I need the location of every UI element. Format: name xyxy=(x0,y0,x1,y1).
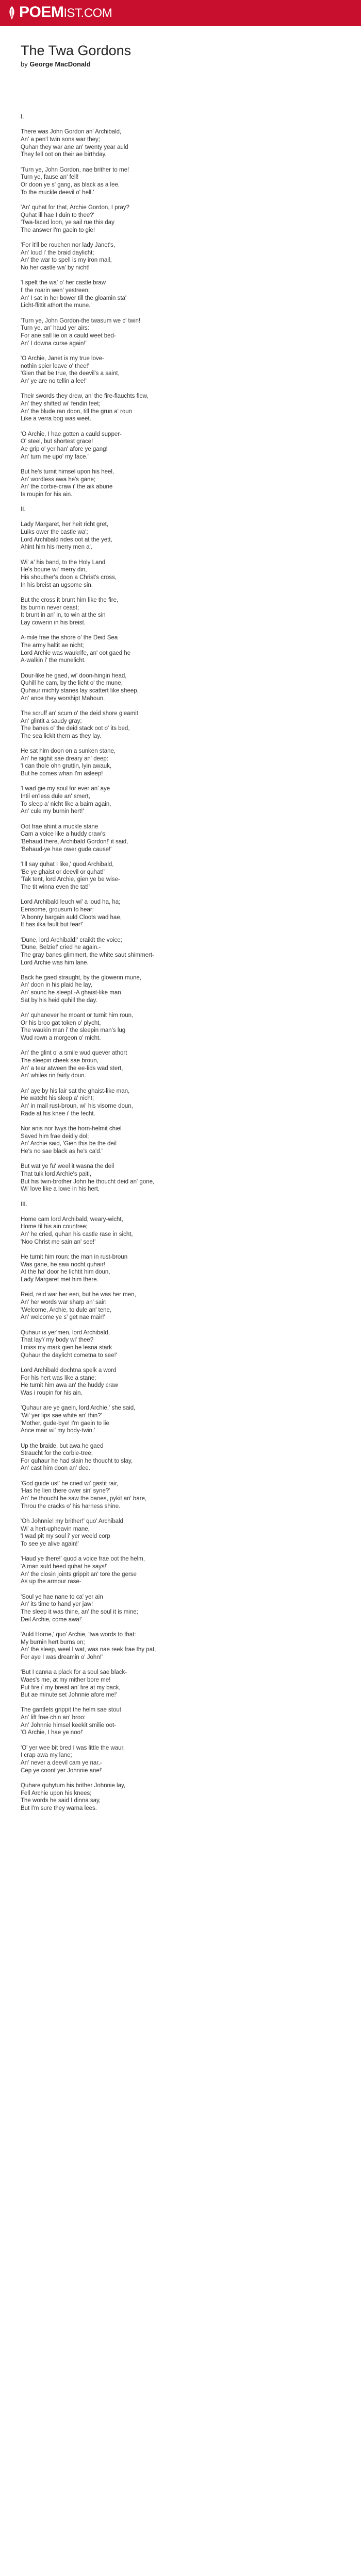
stanza xyxy=(21,468,340,499)
poem-line: My burnin hert burns on; xyxy=(21,1639,85,1646)
poem-line: He watcht his sleep a' nicht; xyxy=(21,1095,94,1102)
stanza xyxy=(21,1012,340,1042)
stanza xyxy=(21,1291,340,1321)
site-logo[interactable] xyxy=(7,0,112,26)
poem-line: 'For it'll be rouchen nor lady Janet's, xyxy=(21,242,116,249)
poem-line: But wat ye fu' weel it wasna the deil xyxy=(21,1163,114,1170)
poem-line: Was gane, he saw nocht quhair! xyxy=(21,1261,105,1268)
poem-line: 'O Archie, Janet is my true love- xyxy=(21,355,104,362)
stanza xyxy=(21,861,340,891)
poem-line: Nor anis nor twys the horn-helmit chiel xyxy=(21,1125,122,1132)
stanza xyxy=(21,1404,340,1435)
poem-line: Ahint him his merry men a'. xyxy=(21,544,92,551)
poem-line: 'Dune, Belzie!' cried he again.- xyxy=(21,944,101,951)
poem-line: No her castle wa' by nicht! xyxy=(21,265,90,272)
poem-line: 'Welcome, Archie, to dule an' tene, xyxy=(21,1307,112,1313)
poem-line: An' I sat in her bower till the gloamin sta' xyxy=(21,295,127,301)
poem-line: Wi' love like a lowe in his hert. xyxy=(21,1186,100,1193)
stanza xyxy=(21,748,340,778)
stanza xyxy=(21,317,340,348)
poem-line: Back he gaed straught, by the glowerin mune, xyxy=(21,974,141,981)
stanza xyxy=(21,559,340,589)
poem-line: Put fire i' my breist an' fire at my back, xyxy=(21,1684,121,1691)
poem-line: To sleep a' nicht like a bairn again, xyxy=(21,801,111,807)
poem-line: An' aye by his lair sat the ghaist-like man, xyxy=(21,1088,130,1094)
poem-line: Oot frae ahint a muckle stane xyxy=(21,823,99,830)
poem-line: Reid, reid war her een, but he was her men, xyxy=(21,1292,136,1298)
poem-line: The sleep it was thine, an' the soul it is mine; xyxy=(21,1608,138,1615)
poem-line: An' sounc he sleept.-A ghaist-like man xyxy=(21,990,121,996)
stanza xyxy=(21,634,340,665)
poem-line: Straucht for the corbie-tree; xyxy=(21,1450,93,1457)
section-number: III. xyxy=(21,1201,27,1208)
stanza xyxy=(21,204,340,234)
poem-line: 'Noo Christ me sain an' see!' xyxy=(21,1239,96,1245)
poem-line: 'Quhaur are ye gaein, lord Archie,' she said, xyxy=(21,1405,136,1412)
poem-line: Quhan they war ane an' twenty year auld xyxy=(21,144,128,150)
stanza xyxy=(21,166,340,197)
stanza xyxy=(21,597,340,627)
poem-line: The waukin man i' the sleepin man's lug xyxy=(21,1027,126,1034)
poem-line: An' a pen'l twin sons war they; xyxy=(21,136,100,143)
poem-line: They fell oot on their ae birthday. xyxy=(21,151,107,158)
poem-line: 'A bonny bargain auld Cloots wad hae, xyxy=(21,914,122,921)
stanza xyxy=(21,279,340,310)
poem-line: He's no sae black as he's ca'd.' xyxy=(21,1148,103,1155)
poem-line: An' the glint o' a smile wud quever athort xyxy=(21,1050,127,1057)
poem-line: 'But I canna a plack for a soul sae black- xyxy=(21,1669,127,1676)
poem-line: But the cross it brunt him like the fire, xyxy=(21,597,119,603)
poem-line: An' in mail rust-broun, wi' his visorne doun, xyxy=(21,1103,133,1109)
stanza xyxy=(21,1216,340,1246)
stanza xyxy=(21,1480,340,1511)
poem-line: An' doon in his plaid he lay, xyxy=(21,982,92,989)
logo-suffix: IST.COM xyxy=(63,6,112,20)
stanza xyxy=(21,128,340,159)
stanza xyxy=(21,1253,340,1284)
poem-line: 'I wad gie my soul for ever an' aye xyxy=(21,786,110,792)
poem-line: Eerisome, grousum to hear: xyxy=(21,906,94,913)
stanza xyxy=(21,899,340,929)
poem-line: To see ye alive again!' xyxy=(21,1541,79,1548)
stanza xyxy=(21,1049,340,1080)
poem-line: Wi' a' his band, to the Holy Land xyxy=(21,559,106,566)
site-header xyxy=(0,0,361,26)
poem-line: An' her words war sharp an' sair: xyxy=(21,1299,107,1306)
poem-line: He turnit him roun: the man in rust-broun xyxy=(21,1254,128,1261)
poem-line: The sleepin cheek sae broun, xyxy=(21,1058,99,1064)
stanza xyxy=(21,672,340,703)
poem-line: 'Gien that be true, the deevil's a saint, xyxy=(21,370,120,377)
poem-line: An' ance they worshipt Mahoun. xyxy=(21,695,105,702)
poem-line: 'I can thole ohn gruttin, lyin awauk, xyxy=(21,763,112,770)
stanza xyxy=(21,1367,340,1397)
poem-line: Luiks ower the castle wa'; xyxy=(21,529,88,536)
poem-line: Or his broo gat token o' plycht, xyxy=(21,1020,101,1026)
poem-line: Rade at his knee i' the fecht. xyxy=(21,1110,95,1117)
poem-line: Sat by his heid quhill the day. xyxy=(21,997,97,1004)
poem-line: An' ye are no tellin a lee!' xyxy=(21,378,87,384)
stanza xyxy=(21,242,340,272)
poem-line: But I'm sure they warna lees. xyxy=(21,1805,97,1811)
stanza xyxy=(21,1594,340,1624)
poem-line: Like a verra bog was weet. xyxy=(21,416,91,422)
poem-line: But he comes whan I'm asleep! xyxy=(21,771,103,777)
poem-line: The gray banes glimmert, the white saut shimmert- xyxy=(21,952,154,958)
poem-line: Deil Archie, come awa!' xyxy=(21,1616,83,1623)
poem-line: That lay'/ my body wi' thee? xyxy=(21,1337,94,1344)
stanza xyxy=(21,937,340,967)
poem-line: Fell Archie upon his knees; xyxy=(21,1790,92,1797)
poem-line: Licht-flittit athort the mune.' xyxy=(21,302,92,309)
stanza xyxy=(21,1706,340,1737)
stanza xyxy=(21,974,340,1005)
poem-line: To the muckle deevil o' hell.' xyxy=(21,189,94,196)
poem-line: An' welcome ye s' get nae mair!' xyxy=(21,1314,105,1321)
poem-line: For aye I was dreamin o' John!' xyxy=(21,1654,103,1660)
poem-line: Or doon ye s' gang, as black as a lee, xyxy=(21,181,120,188)
poem-line: 'O' yer wee bit bred I was little the waur, xyxy=(21,1744,125,1751)
stanza xyxy=(21,521,340,551)
poem-line: An' they shifted wi' fendin feet; xyxy=(21,400,101,407)
stanza xyxy=(21,1518,340,1548)
poem-line: An' loud i' the braid daylicht; xyxy=(21,249,94,256)
poem-line: For ane sall lie on a cauld weet bed- xyxy=(21,333,116,340)
poem-line: Intil en'less dule an' smert, xyxy=(21,793,90,800)
poem-line: An' cule my burnin hert!' xyxy=(21,808,84,815)
poem-line: Quhill he cam, by the licht o' the mune, xyxy=(21,680,123,687)
poem-line: An' the sleep, weel I wat, was nae reek frae thy pat, xyxy=(21,1647,156,1653)
poem-line: But his twin-brother John he thoucht deid an' gone, xyxy=(21,1178,155,1185)
stanza xyxy=(21,1555,340,1586)
poem-line: In his breist an ugsome sin. xyxy=(21,582,93,588)
poem-line: An' the war to spell is my iron mail, xyxy=(21,257,112,264)
quill-pen-icon xyxy=(7,6,17,20)
byline-prefix: by xyxy=(21,60,28,68)
poem-line: 'O Archie, I hae gotten a cauld supper- xyxy=(21,431,122,437)
poem-line: For quhaur he had slain he thoucht to slay, xyxy=(21,1458,133,1464)
poem-line: Lord Archibald leuch wi' a loud ha, ha; xyxy=(21,899,121,906)
poem-line: A-walkin i' the munelicht. xyxy=(21,657,86,664)
poem-line: An' glintit a saudy gray; xyxy=(21,718,82,724)
poem-line: Lord Archibald dochtna spelk a word xyxy=(21,1367,117,1374)
stanza xyxy=(21,710,340,740)
poem-line: An' never a deevil cam ye nar,- xyxy=(21,1760,102,1767)
poem-line: Up the braide, but awa he gaed xyxy=(21,1443,104,1449)
poem-line: An' Archie said, 'Gien this be the deil xyxy=(21,1141,117,1147)
poem-line: nothin spier leave o' thee!' xyxy=(21,363,89,369)
stanza xyxy=(21,431,340,461)
poem-line: Dour-like he gaed, wi' doon-hingin head, xyxy=(21,672,127,679)
poem-line: 'Twa-faced loon, ye sail rue this day xyxy=(21,219,114,226)
poem-line: The scruff an' scum o' the deid shore gleamit xyxy=(21,710,138,717)
poem-line: The tit winna even the tat!' xyxy=(21,884,90,890)
poem-line: His shouther's doon a Christ's cross, xyxy=(21,574,117,581)
poem-line: Lord Archie was him lane. xyxy=(21,959,89,966)
poem-line: An' he sighit sae dreary an' deep: xyxy=(21,755,108,762)
poem-line: 'Has he lien there ower sin' syne?' xyxy=(21,1488,110,1495)
stanza xyxy=(21,1443,340,1473)
poem-line: A-mile frae the shore o' the Deid Sea xyxy=(21,635,118,641)
poem-line: Quhat ill hae I duin to thee?' xyxy=(21,212,94,218)
stanza xyxy=(21,1163,340,1193)
poem-line: The answer I'm gaein to gie! xyxy=(21,227,95,233)
stanza xyxy=(21,1125,340,1156)
poem-line: 'Soul ye hae nane to ca' yer ain xyxy=(21,1594,103,1600)
poem-line: But he's turnit himsel upon his heel, xyxy=(21,468,114,475)
stanza xyxy=(21,785,340,816)
poem-line: An' the corbie-craw i' the aik abune xyxy=(21,484,113,490)
poem-line: Was i roupin for his ain. xyxy=(21,1389,83,1396)
poem-line: I miss my mark gien he lesna stark xyxy=(21,1344,112,1351)
poem-line: That tuik lord Archie's paitl, xyxy=(21,1171,92,1177)
section-number: II. xyxy=(21,506,26,513)
stanza xyxy=(21,1088,340,1118)
stanza xyxy=(21,1631,340,1662)
poem-line: Cam a voice like a huddy craw's: xyxy=(21,831,107,838)
poem-title: The Twa Gordons xyxy=(21,43,132,58)
poem-line: He sat him doon on a sunken stane, xyxy=(21,748,116,755)
poem-line: 'Oh Johnnie! my brither!' quo' Archibald xyxy=(21,1518,123,1525)
poem-body xyxy=(21,113,340,1812)
poem-line: 'Auld Horne,' quo' Archie, 'twa words to that: xyxy=(21,1631,136,1638)
poem-line: An' I downa curse again!' xyxy=(21,340,87,347)
poem-line: 'Behaud there, Archibald Gordon!' it said, xyxy=(21,839,128,845)
poem-line: 'Haud ye there!' quod a voice frae oot the helm, xyxy=(21,1556,145,1563)
logo-main: POEM xyxy=(19,4,64,21)
poem-line: An' the blude ran doon, till the grun a' roun xyxy=(21,408,133,415)
poem-line: An' turn me upo' my face.' xyxy=(21,453,89,460)
stanza xyxy=(21,1329,340,1360)
poem-line: 'O Archie, I hae ye noo!' xyxy=(21,1730,84,1736)
poem-line: It brunt in an' in, to win at the sin xyxy=(21,612,106,619)
poem-line: I crap awa my lane; xyxy=(21,1752,72,1759)
stanza xyxy=(21,1669,340,1699)
poem-line: Cep ye coont yer Johnnie ane!' xyxy=(21,1767,103,1774)
poem-line: Ance mair wi' my body-twin.' xyxy=(21,1428,95,1434)
poem-line: Lord Archie was waukrife, an' oot gaed he xyxy=(21,650,131,656)
poem-line: An' cast him doon an' dee. xyxy=(21,1465,90,1472)
poem-line: Home cam lord Archibald, weary-wicht, xyxy=(21,1216,123,1223)
poem-line: 'I wad pit my soul i' yer weeld corp xyxy=(21,1533,110,1540)
poem-line: It has ilka fault but fear!' xyxy=(21,922,84,928)
poem-line: An' he cried, quhan his castle rase in sicht, xyxy=(21,1231,133,1238)
poem-line: An' whiles rin fairly doun. xyxy=(21,1073,86,1079)
poem-line: Lady Margaret met him there. xyxy=(21,1277,99,1283)
stanza xyxy=(21,823,340,854)
poem-line: O' steel, but shortest grace! xyxy=(21,438,93,445)
poem-line: He turnit him awa an' the huddy craw xyxy=(21,1382,118,1389)
poem-line: 'I'll say quhat I like,' quod Archibald, xyxy=(21,861,114,868)
poem-line: An' Johnnie himsel keekit smilie oot- xyxy=(21,1722,116,1728)
poem-line: An' its time to hand yer jaw! xyxy=(21,1601,93,1608)
poem-line: Quhaur michty stanes lay scattert like sheep, xyxy=(21,687,139,694)
poem-line: Lady Margaret, her heit richt gret, xyxy=(21,521,109,528)
poem-line: Its burnin never ceast; xyxy=(21,604,79,611)
poem-line: The banes o' the deid stack oot o' its bed, xyxy=(21,725,130,732)
poem-line: Saved him frae deidly dol; xyxy=(21,1133,89,1140)
poem-line: 'Dune, lord Archibald!' craikit the voice; xyxy=(21,937,122,943)
poem-line: The words he said I dinna say, xyxy=(21,1798,101,1804)
poem-line: At the ha' door he lichtit him doun, xyxy=(21,1269,110,1276)
poem-line: Quhaur is yer'men, lord Archibald, xyxy=(21,1329,110,1336)
poem-line: But ae minute set Johnnie afore me!' xyxy=(21,1692,117,1699)
poem-line: 'I spelt the wa' o' her castle braw xyxy=(21,280,106,286)
stanza xyxy=(21,1744,340,1775)
poem-line: As up the armour rase- xyxy=(21,1579,81,1585)
poem-line: An' he thoucht he saw the banes, pykit an' bare, xyxy=(21,1496,147,1502)
poem-line: 'Be ye ghaist or deevil or quhat!' xyxy=(21,869,105,875)
logo-text xyxy=(19,0,112,26)
poem-line: There was John Gordon an' Archibald, xyxy=(21,129,122,135)
section-number: I. xyxy=(21,114,24,120)
poem-line: 'Turn ye, John Gordon, nae brither to me! xyxy=(21,166,129,173)
poem-line: An' the closin joints grippit an' tore the gerse xyxy=(21,1571,137,1578)
stanza xyxy=(21,393,340,423)
poem-line: 'Mother, gude-bye! I'm gaein to lie xyxy=(21,1420,109,1427)
poem-line: 'An' quhat for that, Archie Gordon, I pray? xyxy=(21,204,129,211)
poem-line: The gantlets grippit the helm sae stout xyxy=(21,1707,121,1714)
poem-byline xyxy=(21,60,340,69)
poem-line: Turn ye, an' haud yer airs: xyxy=(21,325,89,332)
poem-line: 'Wi' yer lips sae white an' thin?' xyxy=(21,1412,102,1419)
main-content xyxy=(21,42,340,1820)
poem-line: For his hert was like a stane; xyxy=(21,1375,96,1381)
poem-author[interactable]: George MacDonald xyxy=(29,60,91,68)
poem-line: Turn ye, fause an' fell! xyxy=(21,174,79,181)
poem-line: Quhaur the daylicht cometna to see!' xyxy=(21,1352,117,1359)
poem-line: Wud rown a morgeon o' micht. xyxy=(21,1035,101,1042)
poem-line: Lay cowerin in his breist. xyxy=(21,619,86,626)
poem-line: Is roupin for his ain. xyxy=(21,491,73,498)
poem-line: 'A man suld heed quhat he says!' xyxy=(21,1564,108,1570)
poem-line: He's boune wi' merry din, xyxy=(21,567,87,573)
poem-line: 'Tak tent, lord Archie, gien ye be wise- xyxy=(21,876,120,883)
poem-line: Wi' a hert-upheavin mane, xyxy=(21,1526,90,1532)
poem-line: Waes's me, at my mither bore me! xyxy=(21,1676,111,1683)
poem-line: Their swords they drew, an' the fire-flauchts flew, xyxy=(21,393,149,400)
poem-line: An' lift frae chin an' broo: xyxy=(21,1715,86,1721)
poem-line: 'Behaud-ye hae ower gude cause!' xyxy=(21,846,112,853)
stanza xyxy=(21,355,340,385)
poem-line: Throu the cracks o' his harness shine. xyxy=(21,1503,121,1510)
poem-line: An' wordless awa he's gane; xyxy=(21,476,96,483)
poem-line: Home til his ain countree; xyxy=(21,1224,88,1230)
poem-line: Ae grip o' yer han' afore ye gang! xyxy=(21,446,108,452)
poem-line: I' the roarin wen' yestreen; xyxy=(21,287,90,294)
poem-line: Lord Archibald rides oot at the yett, xyxy=(21,536,112,543)
poem-line: The army haltit ae nicht; xyxy=(21,642,84,649)
poem-line: The sea lickit them as they lay. xyxy=(21,733,102,739)
poem-line: 'Turn ye, John Gordon-the twasum we c' twin! xyxy=(21,317,141,324)
poem-line: Quhare quhytum his brither Johnnie lay, xyxy=(21,1783,126,1789)
poem-line: An' quhanever he moant or turnit him roun, xyxy=(21,1012,134,1019)
poem-line: 'God guide us!' he cried wi' gastit rair, xyxy=(21,1480,119,1487)
stanza xyxy=(21,1782,340,1812)
poem-line: An' a tear atween the ee-lids wad stert, xyxy=(21,1065,123,1072)
